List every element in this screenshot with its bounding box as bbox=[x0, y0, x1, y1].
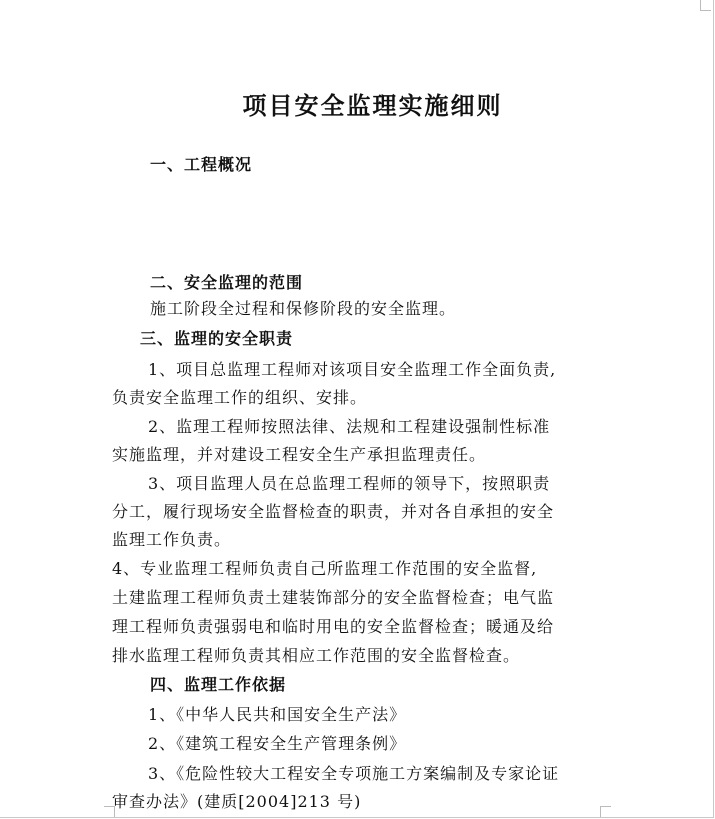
paragraph-line: 实施监理，并对建设工程安全生产承担监理责任。 bbox=[112, 445, 487, 464]
section-heading: 四、监理工作依据 bbox=[150, 675, 287, 694]
paragraph-line: 施工阶段全过程和保修阶段的安全监理。 bbox=[150, 299, 457, 318]
paragraph-line: 1、项目总监理工程师对该项目安全监理工作全面负责, bbox=[148, 360, 557, 379]
paragraph-line: 理工程师负责强弱电和临时用电的安全监督检查；暖通及给 bbox=[112, 617, 555, 636]
section-heading: 三、监理的安全职责 bbox=[140, 329, 294, 348]
paragraph-line: 分工，履行现场安全监督检查的职责，并对各自承担的安全 bbox=[112, 502, 555, 521]
section-heading: 二、安全监理的范围 bbox=[150, 273, 304, 292]
paragraph-line: 监理工作负责。 bbox=[112, 530, 232, 549]
paragraph-line: 2、监理工程师按照法律、法规和工程建设强制性标准 bbox=[148, 417, 551, 436]
paragraph-line: 排水监理工程师负责其相应工作范围的安全监督检查。 bbox=[112, 646, 521, 665]
list-item: 1、《中华人民共和国安全生产法》 bbox=[148, 705, 407, 724]
paragraph-line: 土建监理工程师负责土建装饰部分的安全监督检查；电气监 bbox=[112, 588, 555, 607]
paragraph-line: 负责安全监理工作的组织、安排。 bbox=[112, 388, 368, 407]
document-title: 项目安全监理实施细则 bbox=[242, 91, 503, 120]
corner-mark bbox=[600, 806, 611, 817]
section-heading: 一、工程概况 bbox=[150, 155, 253, 174]
corner-mark bbox=[700, 0, 711, 11]
list-item: 2、《建筑工程安全生产管理条例》 bbox=[148, 734, 407, 753]
list-item: 3、《危险性较大工程安全专项施工方案编制及专家论证 bbox=[148, 764, 560, 783]
paragraph-line: 4、专业监理工程师负责自己所监理工作范围的安全监督, bbox=[112, 559, 538, 578]
paragraph-line: 3、项目监理人员在总监理工程师的领导下，按照职责 bbox=[148, 474, 551, 493]
list-item: 审查办法》(建质[2004]213 号) bbox=[112, 792, 362, 811]
